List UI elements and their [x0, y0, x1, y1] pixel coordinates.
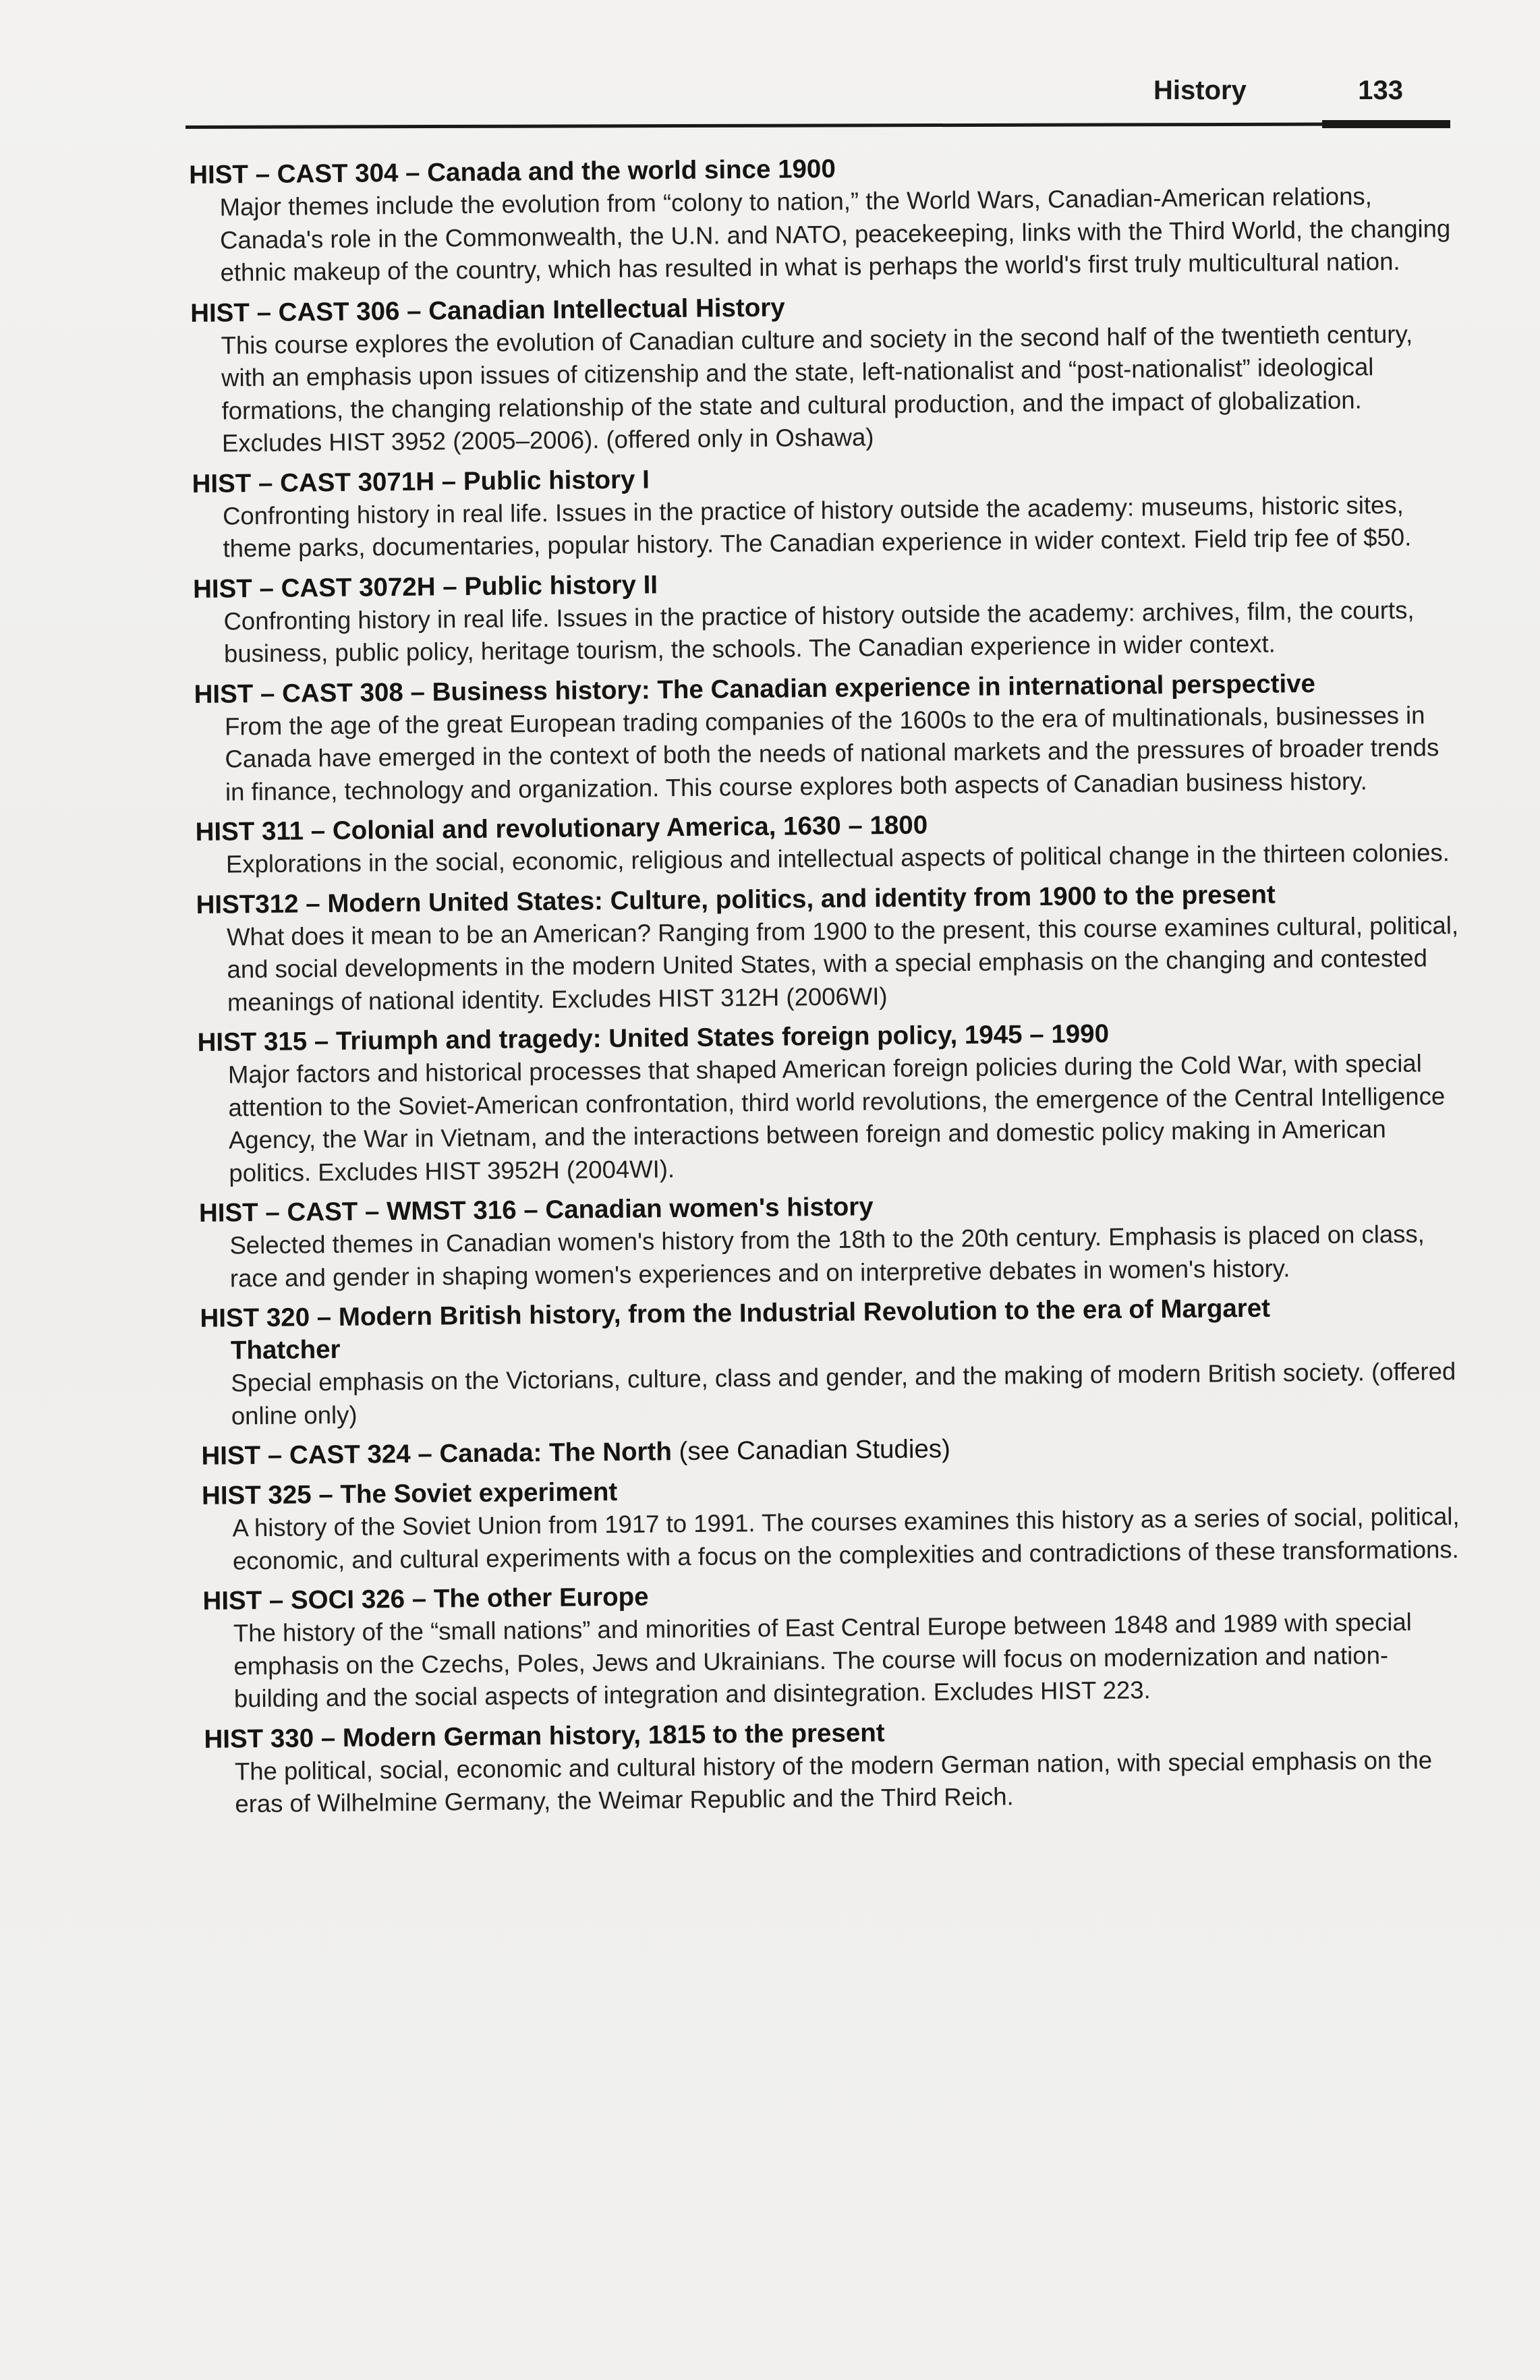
course-description: Selected themes in Canadian women's history from the 18th to the 20th century. Emphasis is placed on class, race and gender in shaping women's experiences and on interpretive debates in women's history. — [229, 1220, 1425, 1292]
course-title: HIST 320 – Modern British history, from the Industrial Revolution to the era of Margaret — [200, 1293, 1271, 1333]
course-description: Confronting history in real life. Issues in the practice of history outside the academy: archives, film, the courts, business, public policy, heritage tourism, the schools. The Canadian experience in wider context. — [223, 596, 1415, 668]
course-description: Major themes include the evolution from “colony to nation,” the World Wars, Canadian-American relations, Canada's role in the Commonwealth, the U.N. and NATO, peacekeeping, links with the Third World, the changing ethnic makeup of the country, which has resulted in what is perhaps the world's first truly multicultural nation. — [219, 182, 1451, 287]
course-title: HIST – CAST 306 – Canadian Intellectual History — [190, 293, 785, 328]
course-title: HIST 311 – Colonial and revolutionary America, 1630 – 1800 — [195, 810, 928, 847]
course-description: Confronting history in real life. Issues in the practice of history outside the academy: museums, historic sites, theme parks, documentaries, popular history. The Canadian experience in wider context. Field trip fee of $50. — [222, 490, 1412, 563]
course-title: HIST – CAST 3071H – Public history I — [192, 464, 650, 499]
course-title: HIST – CAST 3072H – Public history II — [192, 569, 658, 604]
course-description: Special emphasis on the Victorians, culture, class and gender, and the making of modern British society. (offered online only) — [231, 1357, 1456, 1429]
course-description: What does it mean to be an American? Ranging from 1900 to the present, this course examines cultural, political, and social developments in the modern United States, with a special emphasis on the changing and contested meanings of national identity. Excludes HIST 312H (2006WI) — [226, 911, 1459, 1017]
course-entry — [202, 1468, 1471, 1578]
course-entry — [193, 561, 1462, 671]
course-title: HIST – SOCI 326 – The other Europe — [202, 1582, 649, 1616]
course-entry — [200, 1291, 1469, 1433]
header-rule — [186, 122, 1437, 129]
course-title: HIST312 – Modern United States: Culture, politics, and identity from 1900 to the present — [196, 880, 1276, 919]
course-entry — [189, 147, 1458, 290]
course-title: HIST 315 – Triumph and tragedy: United States foreign policy, 1945 – 1990 — [197, 1019, 1110, 1057]
course-entry — [190, 285, 1460, 460]
course-title: HIST – CAST – WMST 316 – Canadian women's history — [198, 1192, 874, 1228]
course-entry — [199, 1185, 1468, 1295]
course-entry — [204, 1711, 1473, 1821]
course-title: HIST – CAST 324 – Canada: The North — [201, 1437, 673, 1471]
course-title: HIST 330 – Modern German history, 1815 to the present — [204, 1718, 885, 1754]
course-title: HIST – CAST 304 – Canada and the world since 1900 — [189, 154, 836, 190]
course-list — [189, 147, 1473, 1828]
running-header — [1153, 76, 1437, 116]
course-entry — [202, 1573, 1472, 1716]
course-description: Explorations in the social, economic, religious and intellectual aspects of political change in the thirteen colonies. — [225, 839, 1450, 878]
course-title-continued: Thatcher — [230, 1334, 341, 1365]
course-entry — [197, 1015, 1466, 1190]
course-description: The history of the “small nations” and minorities of East Central Europe between 1848 and 1989 with special emphasis on the Czechs, Poles, Jews and Ukrainians. The course will focus on modernization and nation-building and the social aspects of integration and disintegration. Excludes HIST 223. — [233, 1608, 1412, 1713]
course-description: From the age of the great European trading companies of the 1600s to the era of multinationals, businesses in Canada have emerged in the context of both the needs of national markets and the pressures of broader trends in finance, technology and organization. This course explores both aspects of Canadian business history. — [224, 700, 1439, 806]
course-title-line — [201, 1428, 1469, 1473]
course-description: This course explores the evolution of Canadian culture and society in the second half of the twentieth century, with an emphasis upon issues of citizenship and the state, left-nationalist and “post-nationalist” ideological formations, the changing relationship of the state and cultural production, and the impact of globalization. Excludes HIST 3952 (2005–2006). (offered only in Oshawa) — [221, 320, 1413, 457]
course-entry — [196, 876, 1465, 1019]
cross-reference-note: (see Canadian Studies) — [671, 1434, 951, 1467]
page-number: 133 — [1358, 76, 1403, 105]
course-entry — [194, 666, 1463, 809]
course-entry — [195, 804, 1464, 882]
header-rule-thick — [1322, 120, 1450, 128]
course-title: HIST – CAST 308 – Business history: The Canadian experience in international perspective — [194, 669, 1316, 709]
course-entry — [192, 455, 1460, 565]
course-description: Major factors and historical processes that shaped American foreign policies during the Cold War, with special attention to the Soviet-American confrontation, third world revolutions, the emergence of the Central Intelligence Agency, the War in Vietnam, and the interactions between foreign and domestic policy making in American politics. Excludes HIST 3952H (2004WI). — [227, 1049, 1446, 1187]
course-description: A history of the Soviet Union from 1917 to 1991. The courses examines this history as a series of social, political, economic, and cultural experiments with a focus on the complexities and contradictions of these transformations. — [232, 1502, 1460, 1575]
section-title: History — [1153, 76, 1247, 105]
course-title: HIST 325 – The Soviet experiment — [201, 1477, 618, 1510]
course-entry — [201, 1428, 1469, 1473]
course-description: The political, social, economic and cultural history of the modern German nation, with special emphasis on the eras of Wilhelmine Germany, the Weimar Republic and the Third Reich. — [234, 1745, 1433, 1818]
